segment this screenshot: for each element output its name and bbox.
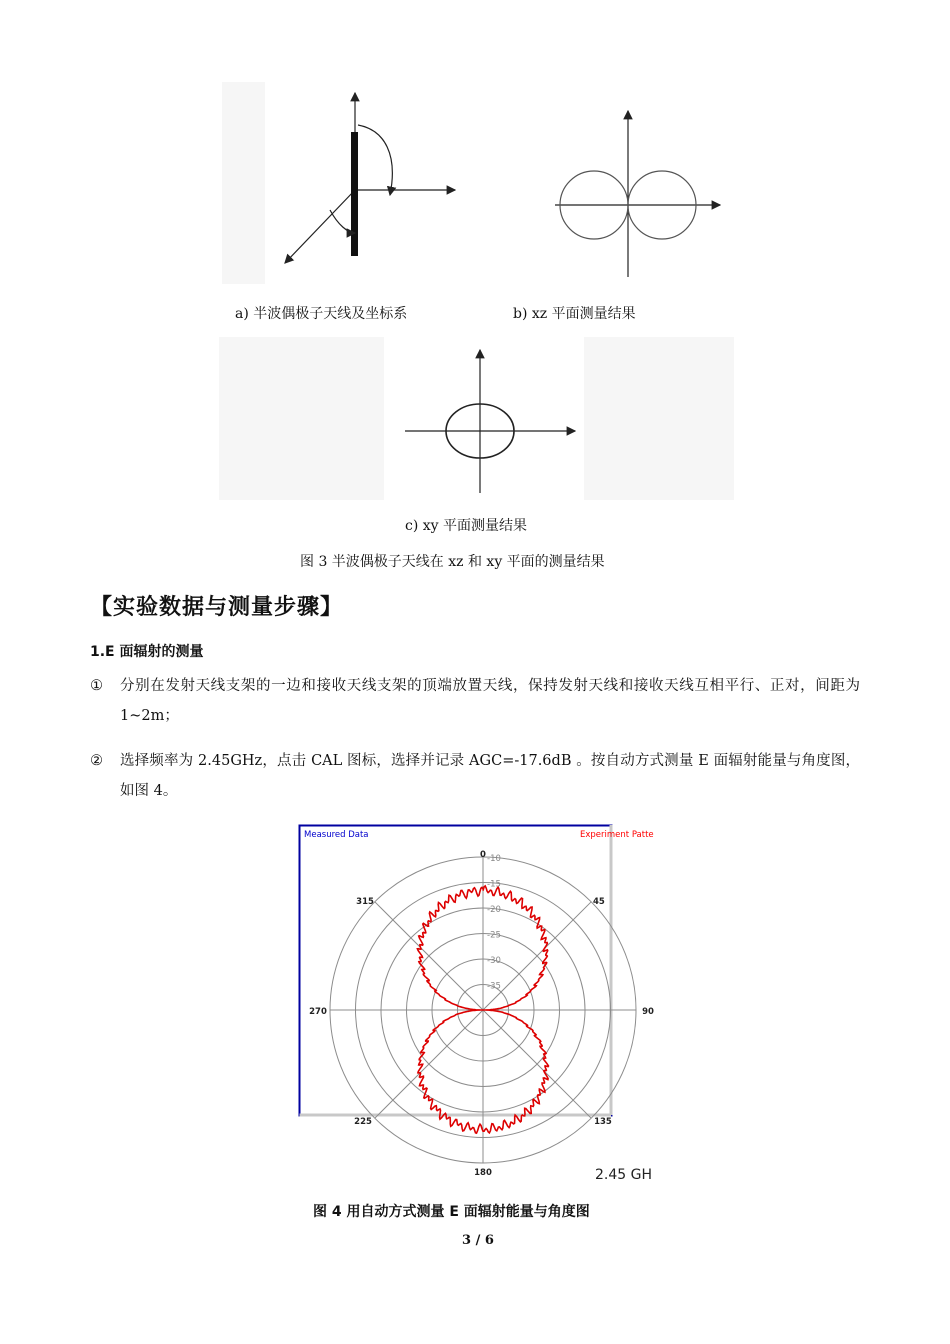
fig-a-image <box>222 82 265 284</box>
angle-label: 90 <box>642 1007 654 1017</box>
fig-a-caption: a) 半波偶极子天线及坐标系 <box>235 306 408 322</box>
fig-c-caption: c) xy 平面测量结果 <box>405 518 528 534</box>
radial-label: -30 <box>487 956 501 966</box>
radial-label: -35 <box>487 981 501 992</box>
section-subtitle: 1.E 面辐射的测量 <box>90 644 204 660</box>
fig-c-left-image <box>219 337 384 500</box>
step-number: ② <box>90 753 103 769</box>
section-title: 【实验数据与测量步骤】 <box>90 595 344 620</box>
step-2 <box>90 746 860 808</box>
angle-label: 270 <box>309 1007 327 1017</box>
chart-title-left: Measured Data <box>304 830 369 840</box>
step-text: 选择频率为 2.45GHz，点击 CAL 图标，选择并记录 AGC=-17.6dB 。按自动方式测量 E 面辐射能量与角度图，如图 4。 <box>120 753 860 799</box>
xy-plane-diagram <box>400 345 580 495</box>
dipole-diagram <box>270 85 470 275</box>
fig-b-caption: b) xz 平面测量结果 <box>513 306 636 322</box>
angle-label: 135 <box>594 1116 612 1127</box>
step-1 <box>90 671 860 733</box>
angle-label: 315 <box>356 897 374 908</box>
angle-label: 225 <box>354 1116 372 1127</box>
polar-chart <box>298 823 654 1187</box>
figure-4-caption: 图 4 用自动方式测量 E 面辐射能量与角度图 <box>313 1204 590 1220</box>
radial-label: -20 <box>487 905 501 915</box>
figure-3-caption: 图 3 半波偶极子天线在 xz 和 xy 平面的测量结果 <box>300 554 605 570</box>
radial-label: -15 <box>487 879 501 890</box>
angle-label: 180 <box>474 1168 492 1178</box>
angle-label: 0 <box>480 850 486 860</box>
angle-label: 45 <box>593 897 605 908</box>
radial-label: -25 <box>487 930 501 941</box>
frequency-label: 2.45 GH <box>595 1167 652 1183</box>
step-number: ① <box>90 678 103 694</box>
chart-title-right: Experiment Patte <box>580 830 654 840</box>
step-text: 分别在发射天线支架的一边和接收天线支架的顶端放置天线，保持发射天线和接收天线互相平行、正对，间距为 1~2m； <box>120 678 860 724</box>
radial-label: -10 <box>487 854 501 864</box>
xz-plane-diagram <box>550 105 725 285</box>
fig-c-right-image <box>584 337 734 500</box>
page-number: 3 / 6 <box>462 1233 494 1248</box>
